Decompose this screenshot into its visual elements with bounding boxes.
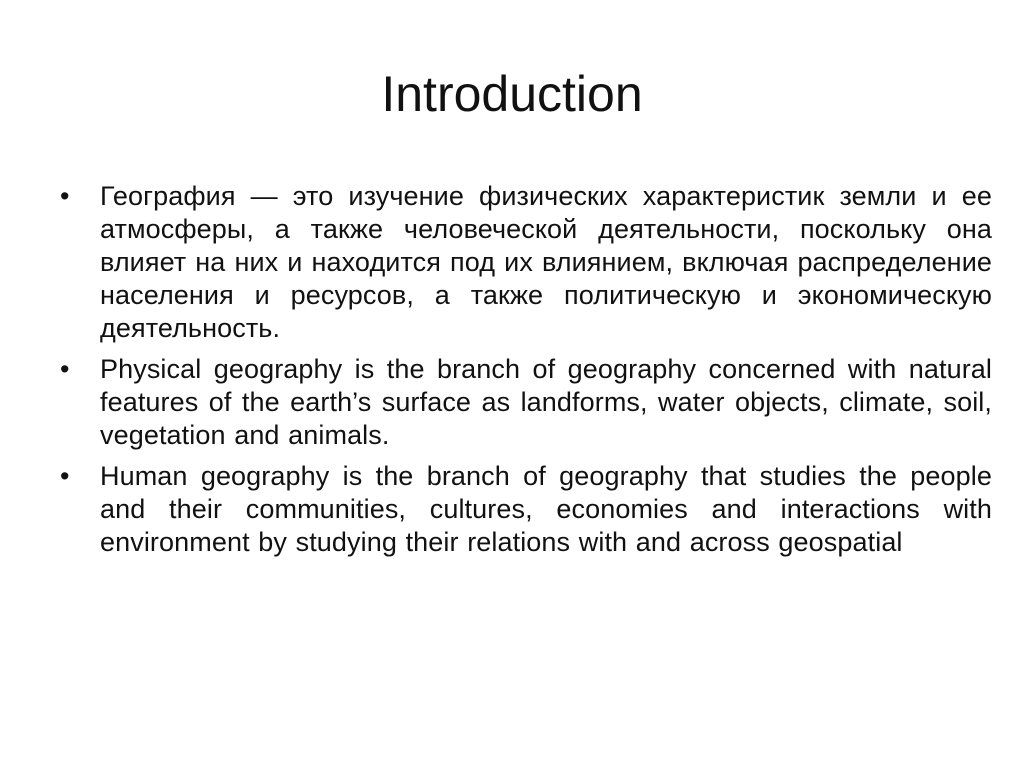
bullet-text: География — это изучение физических характеристик земли и ее атмосферы, а также человеческой деятельности, поскольку она влияет на них и находится под их влиянием, включая распределение населения и ресурсов, а также политическую и экономическую деятельность. [100,181,992,343]
bullet-item-russian-definition [60,180,992,345]
bullet-list [60,180,992,567]
bullet-icon: • [60,354,70,384]
bullet-icon: • [60,181,70,211]
bullet-icon: • [60,461,70,491]
bullet-item-human-geography [60,460,992,559]
bullet-text: Physical geography is the branch of geography concerned with natural features of the earth’s surface as landforms, water objects, climate, soil, vegetation and animals. [100,354,992,450]
bullet-text: Human geography is the branch of geography that studies the people and their communities, cultures, economies and interactions with environment by studying their relations with and across geospatial [100,461,992,557]
slide-title: Introduction [381,66,643,122]
bullet-item-physical-geography [60,353,992,452]
